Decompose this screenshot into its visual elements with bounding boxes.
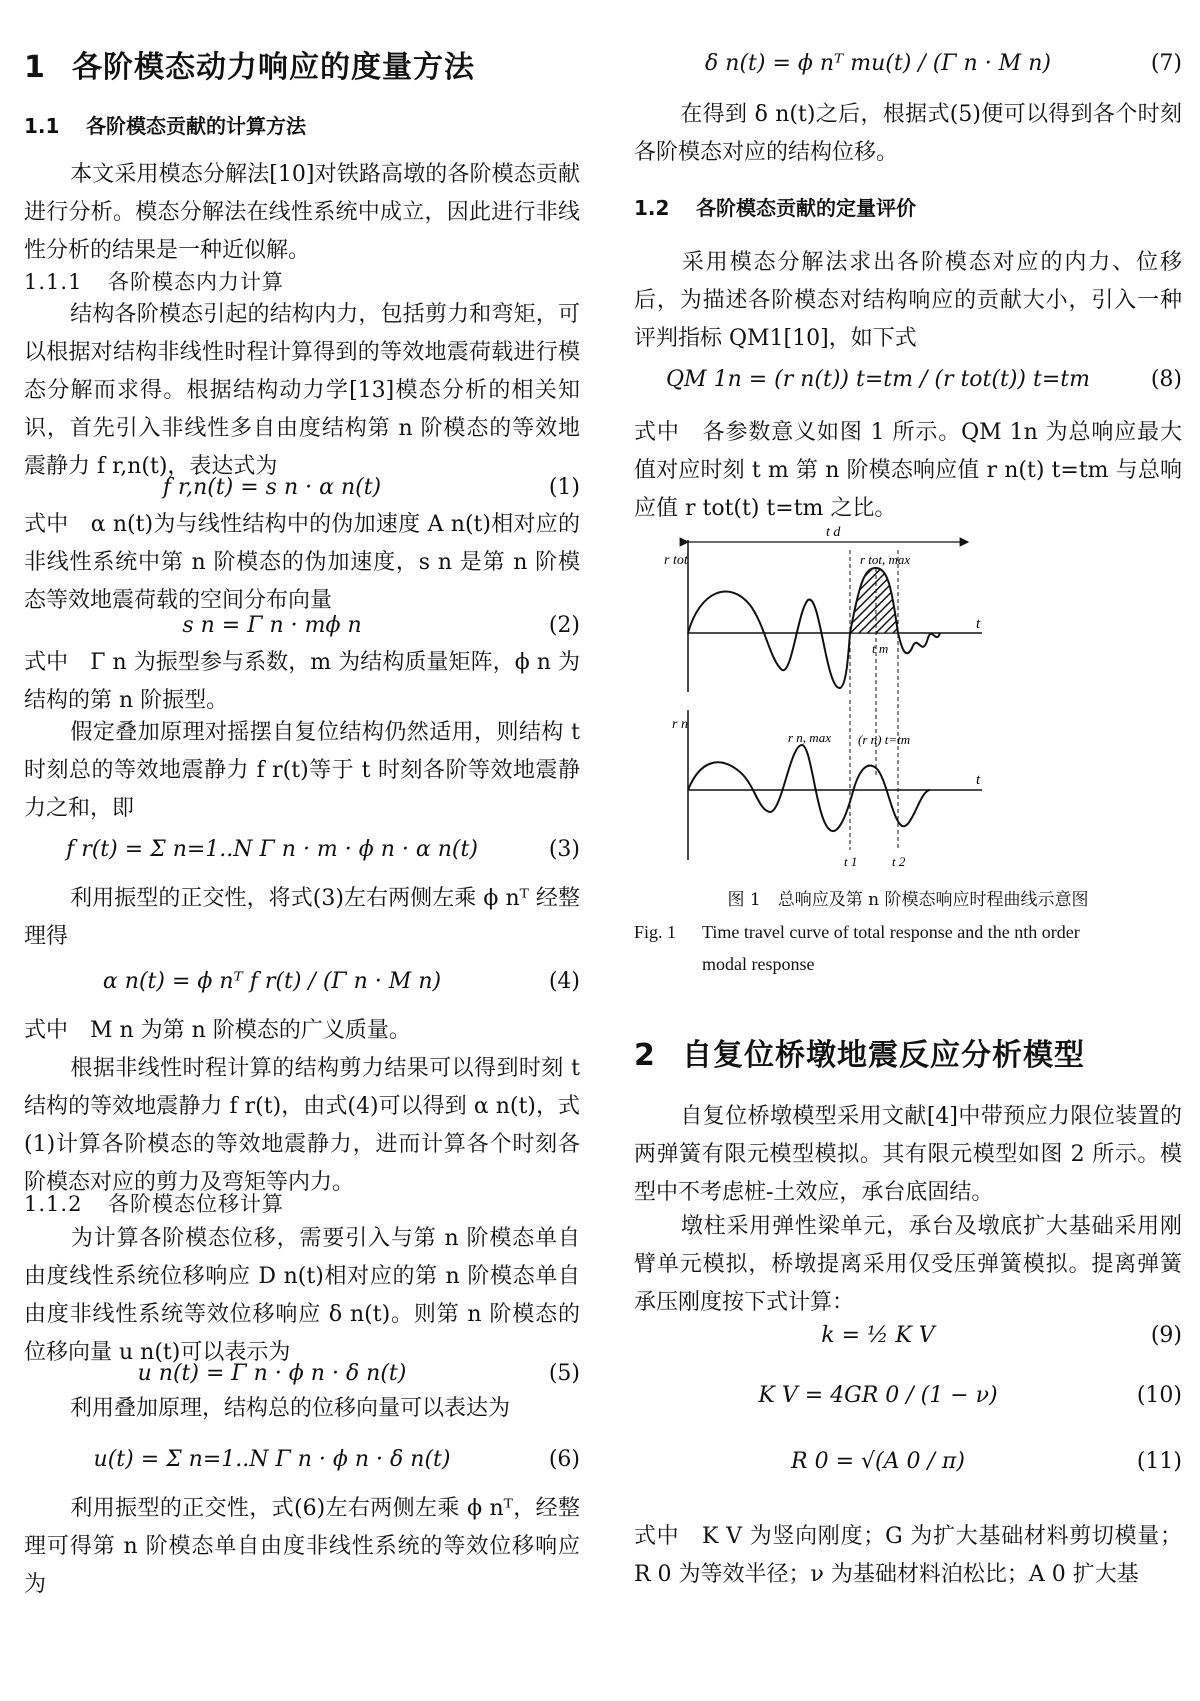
equation-5: u n(t) = Γ n · ϕ n · δ n(t) (5): [137, 1361, 580, 1386]
equation-7: δ n(t) = ϕ nᵀ mu(t) / (Γ n · M n) (7): [705, 51, 1182, 76]
paragraph-eq4-explain: 式中 M n 为第 n 阶模态的广义质量。: [24, 1018, 411, 1043]
paragraph-displacement-intro: 为计算各阶模态位移，需要引入与第 n 阶模态单自由度线性系统位移响应 D n(t)相对应的第 n 阶模态单自由度非线性系统等效位移响应 δ n(t)。则第 n 阶模态的位移向量 u n(t)可以表示为: [24, 1226, 580, 1365]
equation-11: R 0 = √(A 0 / π) (11): [791, 1449, 1182, 1474]
subsubsection-1-1-1-heading: 1.1.1 各阶模态内力计算: [24, 270, 284, 294]
equation-3: f r(t) = Σ n=1..N Γ n · m · ϕ n · α n(t) (3): [66, 837, 580, 862]
paragraph-elements: 墩柱采用弹性梁单元，承台及墩底扩大基础采用刚臂单元模拟，桥墩提离采用仅受压弹簧模拟。提离弹簧承压刚度按下式计算：: [634, 1214, 1182, 1315]
section1-heading: [24, 42, 580, 86]
paragraph-model: 自复位桥墩模型采用文献[4]中带预应力限位装置的两弹簧有限元模型模拟。其有限元模型如图 2 所示。模型中不考虑桩-土效应，承台底固结。: [634, 1104, 1182, 1205]
subsection-number: 1.1: [24, 114, 60, 138]
section-title: 各阶模态动力响应的度量方法: [72, 50, 475, 85]
paragraph-eq7-result: 在得到 δ n(t)之后，根据式(5)便可以得到各个时刻各阶模态对应的结构位移。: [634, 102, 1182, 165]
paragraph-force-intro: 结构各阶模态引起的结构内力，包括剪力和弯矩，可以根据对结构非线性时程计算得到的等效地震荷载进行模态分解而求得。根据结构动力学[13]模态分析的相关知识，首先引入非线性多自由度结构第 n 阶模态的等效地震静力 f r,n(t)，表达式为: [24, 302, 580, 479]
rn-max-label: r n, max: [788, 730, 831, 745]
rn-tm-label: (r n) t=tm: [858, 732, 911, 747]
subsection-1-1-heading: [24, 110, 580, 139]
td-label: t d: [826, 525, 841, 540]
figure-1-caption-cn: 图 1 总响应及第 n 阶模态响应时程曲线示意图: [727, 890, 1089, 910]
equation-6: u(t) = Σ n=1..N Γ n · ϕ n · δ n(t) (6): [93, 1447, 580, 1472]
rtot-max-label: r tot, max: [860, 552, 911, 567]
paragraph-eq1-explain: 式中 α n(t)为与线性结构中的伪加速度 A n(t)相对应的非线性系统中第 n 阶模态的伪加速度，s n 是第 n 阶模态等效地震荷载的空间分布向量: [24, 512, 580, 613]
tm-label: t m: [872, 641, 889, 656]
paragraph-eq8-explain: 式中 各参数意义如图 1 所示。QM 1n 为总响应最大值对应时刻 t m 第 n 阶模态响应值 r n(t) t=tm 与总响应值 r tot(t) t=tm 之比。: [634, 420, 1182, 521]
equation-1: f r,n(t) = s n · α n(t) (1): [162, 475, 580, 500]
rtot-curve: [688, 568, 940, 688]
paragraph-eq2-explain: 式中 Γ n 为振型参与系数，m 为结构质量矩阵，ϕ n 为结构的第 n 阶振型。: [24, 650, 580, 713]
t2-label: t 2: [892, 854, 906, 869]
figure-1: [640, 520, 1080, 870]
intro-paragraph: 本文采用模态分解法[10]对铁路高墩的各阶模态贡献进行分析。模态分解法在线性系统中成立，因此进行非线性分析的结果是一种近似解。: [24, 162, 580, 263]
t1-label: t 1: [844, 854, 858, 869]
paragraph-total-displacement: 利用叠加原理，结构总的位移向量可以表达为: [70, 1396, 511, 1421]
paragraph-eq11-explain: 式中 K V 为竖向刚度；G 为扩大基础材料剪切模量；R 0 为等效半径；ν 为基础材料泊松比；A 0 扩大基: [634, 1524, 1182, 1587]
rtot-label: r tot: [664, 553, 688, 568]
rn-label: r n: [672, 717, 688, 732]
t-axis-label-upper: t: [976, 616, 981, 632]
t-axis-label-lower: t: [976, 772, 981, 788]
equation-8: QM 1n = (r n(t)) t=tm / (r tot(t)) t=tm (8): [666, 367, 1182, 392]
equation-9: k = ½ K V (9): [821, 1323, 1182, 1348]
section2-heading: 2 自复位桥墩地震反应分析模型: [634, 1038, 1085, 1073]
equation-2: s n = Γ n · mϕ n (2): [182, 613, 580, 638]
subsection-title: 各阶模态贡献的计算方法: [86, 114, 306, 138]
paragraph-qm-intro: 采用模态分解法求出各阶模态对应的内力、位移后，为描述各阶模态对结构响应的贡献大小，引入一种评判指标 QM1[10]，如下式: [634, 250, 1182, 351]
paragraph-procedure: 根据非线性时程计算的结构剪力结果可以得到时刻 t 结构的等效地震静力 f r(t)，由式(4)可以得到 α n(t)，式(1)计算各阶模态的等效地震静力，进而计算各个时刻各阶模态对应的剪力及弯矩等内力。: [24, 1056, 580, 1195]
section-number: 1: [24, 50, 46, 85]
equation-4: α n(t) = ϕ nᵀ f r(t) / (Γ n · M n) (4): [102, 969, 580, 994]
figure-1-caption-en: Fig. 1 Time travel curve of total response and the nth order modal response: [634, 922, 1080, 974]
subsubsection-1-1-2-heading: 1.1.2 各阶模态位移计算: [24, 1192, 284, 1216]
rn-curve: [688, 745, 930, 831]
subsection-1-2-heading: 1.2 各阶模态贡献的定量评价: [634, 196, 916, 220]
equation-10: K V = 4GR 0 / (1 − ν) (10): [758, 1383, 1182, 1408]
paragraph-orthogonality: 利用振型的正交性，将式(3)左右两侧左乘 ϕ nᵀ 经整理得: [24, 886, 580, 949]
paragraph-superposition: 假定叠加原理对摇摆自复位结构仍然适用，则结构 t 时刻总的等效地震静力 f r(t)等于 t 时刻各阶等效地震静力之和，即: [24, 720, 580, 821]
paragraph-eq6-orthogonality: 利用振型的正交性，式(6)左右两侧左乘 ϕ nᵀ，经整理可得第 n 阶模态单自由度非线性系统的等效位移响应为: [24, 1496, 580, 1597]
